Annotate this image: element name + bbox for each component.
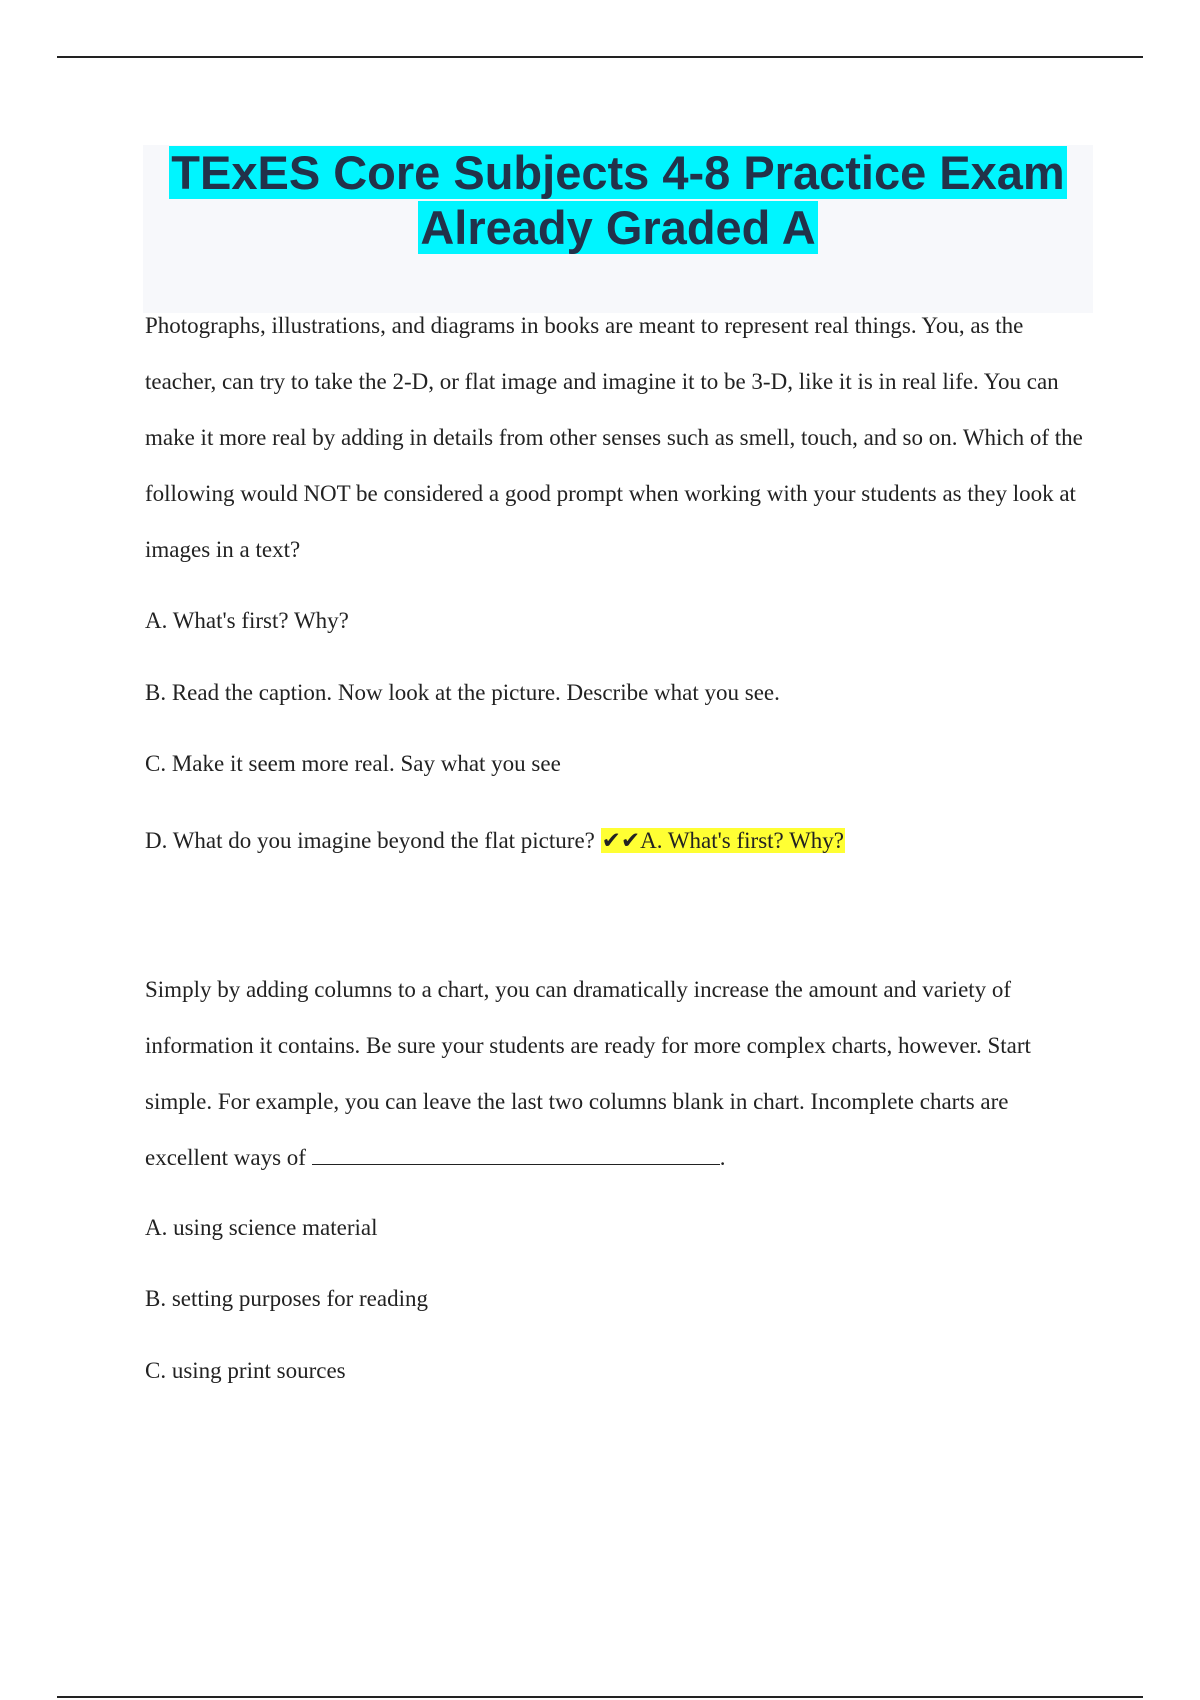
question-1-prompt: Photographs, illustrations, and diagrams in books are meant to represent real things. You, as the teacher, can try to take the 2-D, or flat image and imagine it to be 3-D, like it is in real life. You can make it more real by adding in details from other senses such as smell, touch, and so on. Which of the following would NOT be considered a good prompt when working with your students as they look at images in a text? (145, 313, 1083, 562)
bottom-rule (57, 1696, 1143, 1698)
question-1-answer-highlight: ✔✔A. What's first? Why? (601, 828, 845, 853)
question-2-option-a: A. using science material (145, 1215, 378, 1240)
question-2-option-b: B. setting purposes for reading (145, 1286, 428, 1311)
question-1-option-b: B. Read the caption. Now look at the picture. Describe what you see. (145, 680, 780, 705)
question-2-prompt: Simply by adding columns to a chart, you can dramatically increase the amount and variety of information it contains. Be sure your students are ready for more complex charts, however. Start simple. For example, you can leave the last two columns blank in chart. Incomplete charts are excellent ways of (145, 977, 1031, 1170)
question-1-option-d: D. What do you imagine beyond the flat picture? (145, 828, 595, 853)
question-1-option-a: A. What's first? Why? (145, 608, 349, 633)
question-2-prompt-end: . (719, 1145, 726, 1170)
document-title-line-2: Already Graded A (420, 201, 816, 254)
question-2-prompt-block (145, 962, 1085, 1186)
top-rule (57, 56, 1143, 58)
fill-in-blank (312, 1144, 720, 1165)
question-1-option-d-row (145, 826, 845, 856)
document-title-line-1: TExES Core Subjects 4-8 Practice Exam (171, 146, 1065, 199)
question-2-option-c: C. using print sources (145, 1358, 346, 1383)
question-1-option-c: C. Make it seem more real. Say what you see (145, 751, 561, 776)
